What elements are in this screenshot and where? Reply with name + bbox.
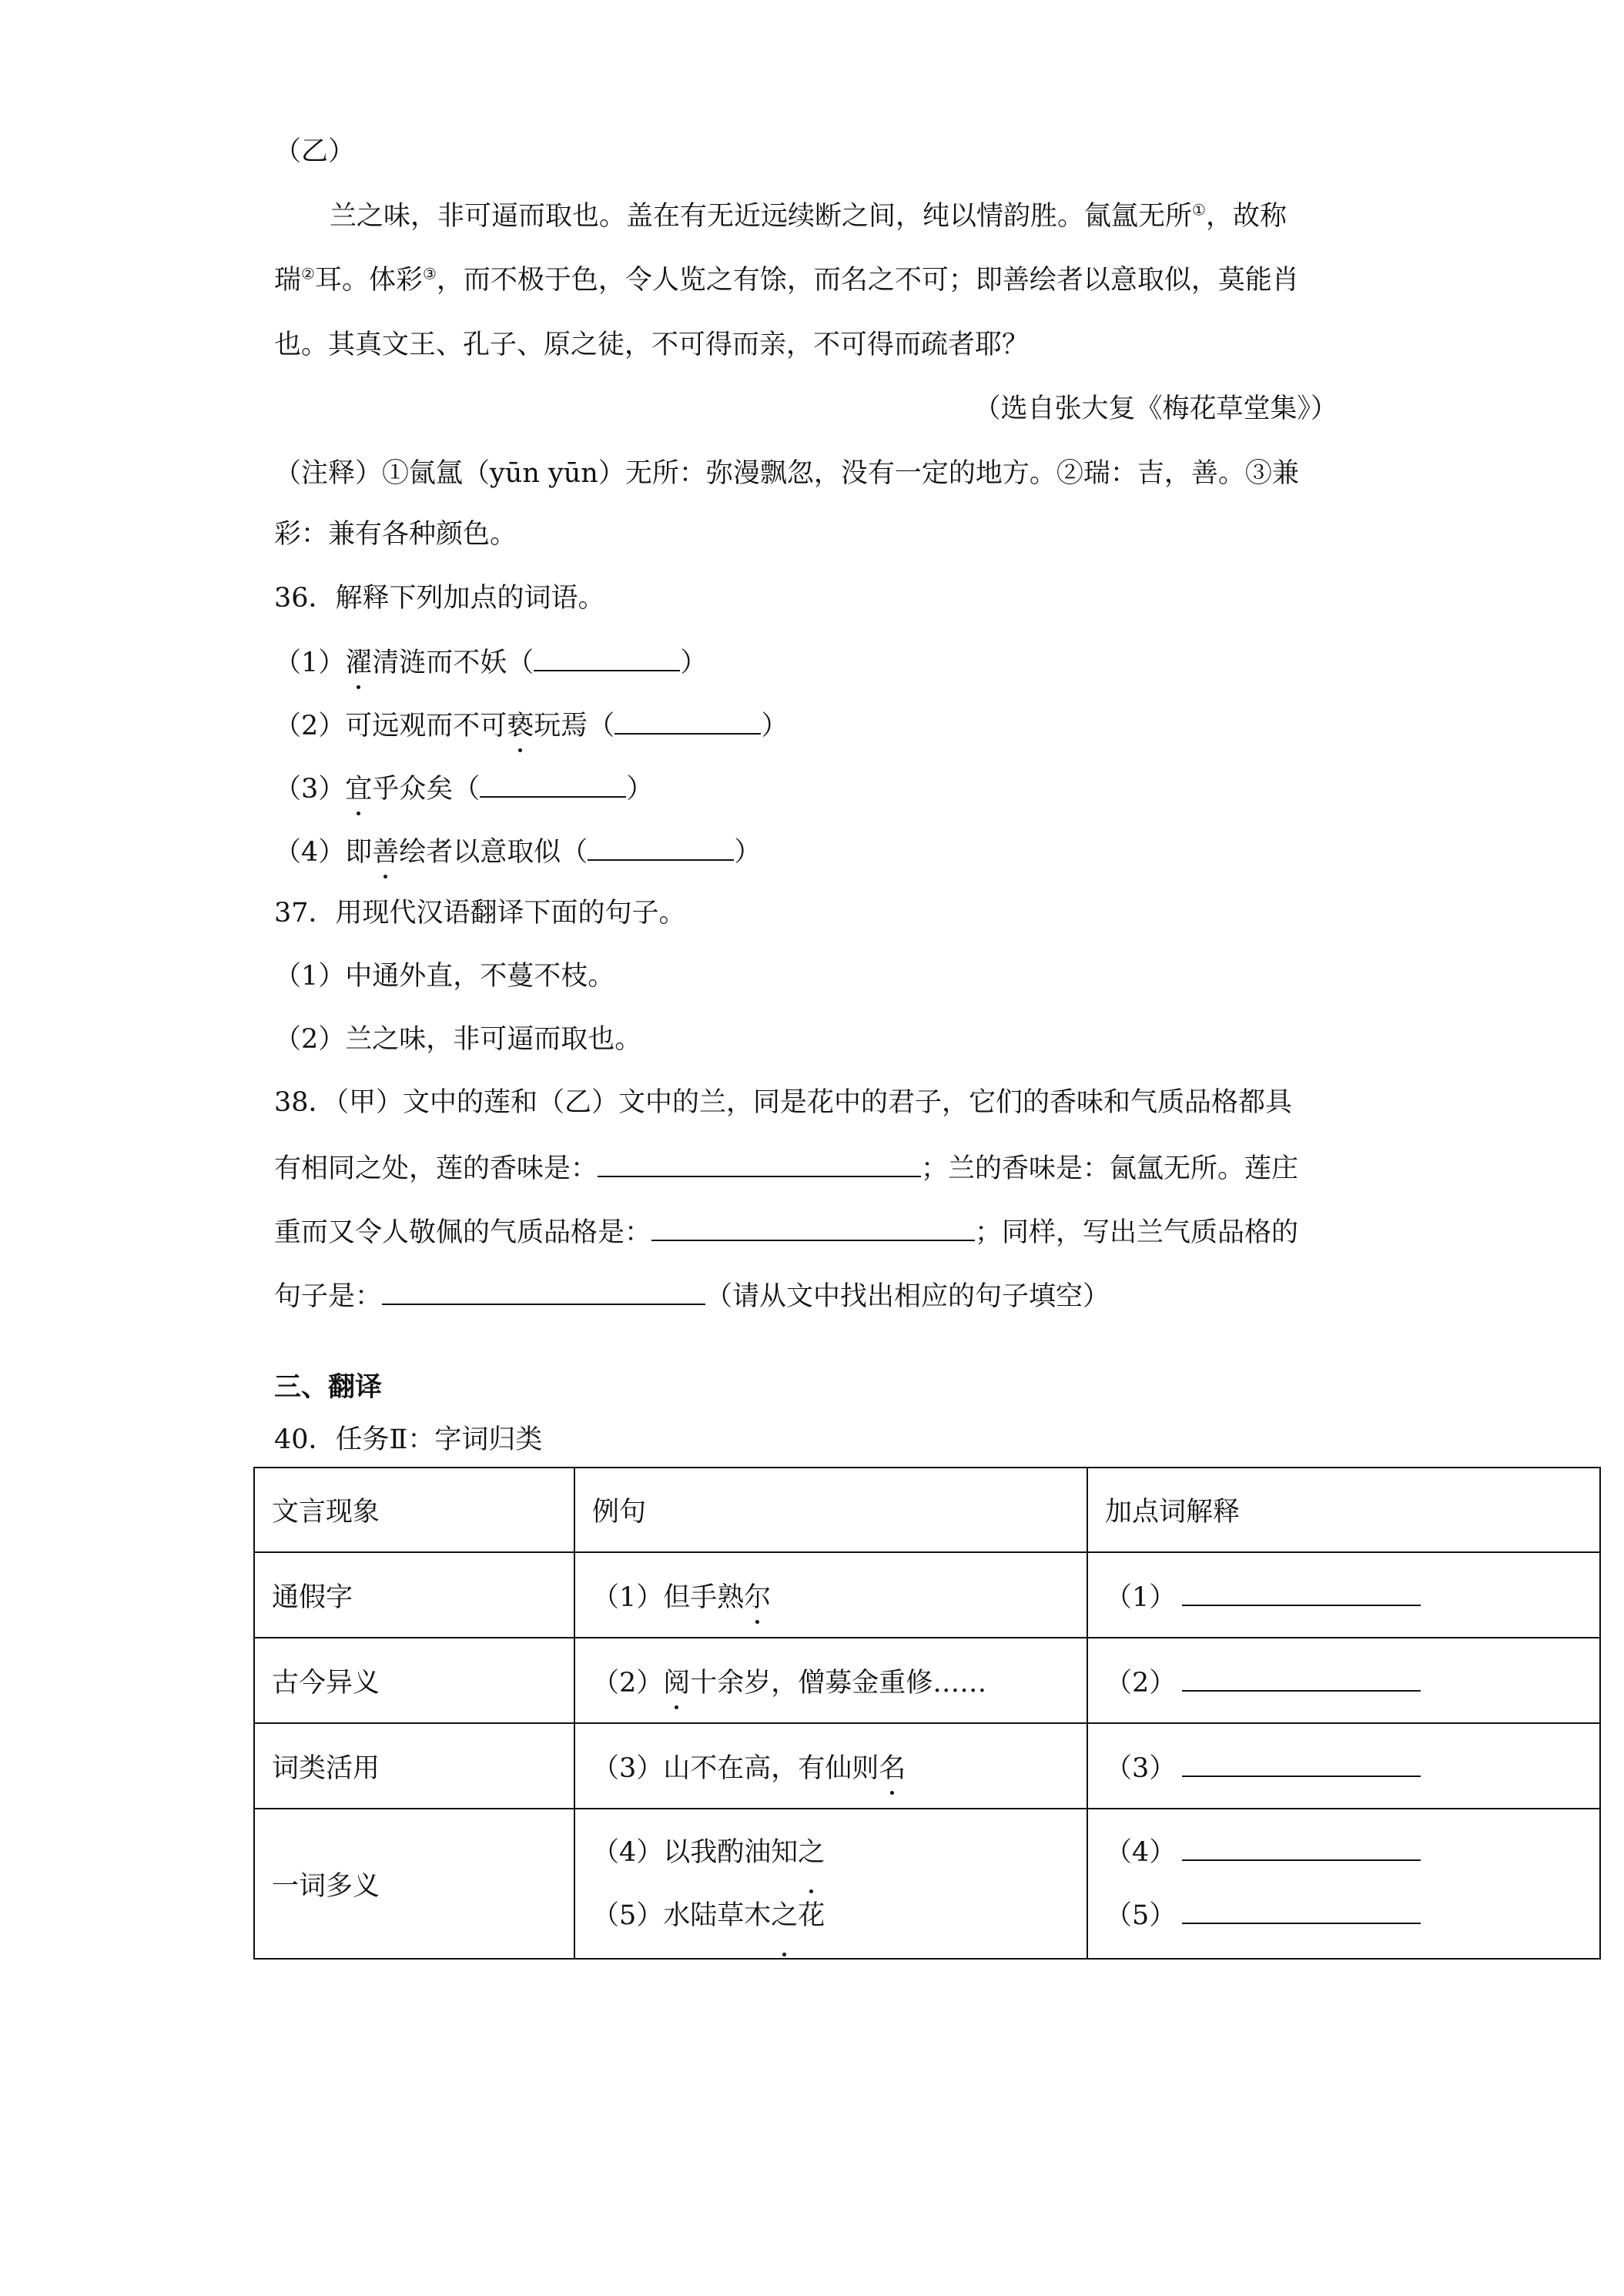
answer-cell — [1087, 1723, 1600, 1809]
dotted-word: 之 — [798, 1821, 825, 1884]
example-text: 花 — [798, 1899, 825, 1931]
example-line — [592, 1884, 1070, 1947]
answer-cell — [1087, 1638, 1600, 1723]
q38-text: （请从文中找出相应的句子填空） — [705, 1281, 1110, 1312]
answer-cell — [1087, 1809, 1600, 1959]
notes-line-1: （注释）①氤氲（yūn yūn）无所：弥漫飘忽，没有一定的地方。②瑞：吉，善。③兼 — [274, 458, 1299, 489]
classification-table — [253, 1467, 1601, 1960]
item-text: （3） — [274, 774, 346, 805]
answer-blank[interactable] — [1182, 1836, 1421, 1861]
q38-text: 重而又令人敬佩的气质品格是： — [274, 1217, 652, 1248]
table-header: 加点词解释 — [1087, 1468, 1600, 1552]
answer-blank[interactable] — [588, 833, 734, 861]
table-header: 例句 — [574, 1468, 1087, 1552]
answer-blank[interactable] — [1182, 1899, 1421, 1924]
answer-blank[interactable] — [1182, 1667, 1421, 1692]
phenomenon-cell: 词类活用 — [254, 1723, 574, 1809]
dotted-word: 阅 — [663, 1662, 690, 1700]
phenomenon-cell: 通假字 — [254, 1552, 574, 1638]
q38-line-3 — [274, 1213, 1298, 1250]
table-header: 文言现象 — [254, 1468, 574, 1552]
example-text: （5）水陆草木 — [592, 1899, 772, 1931]
item-text: 清涟而不妖（ — [372, 648, 534, 678]
passage-line-1 — [330, 199, 1287, 233]
answer-label: （3） — [1105, 1752, 1177, 1784]
dotted-word: 之 — [771, 1884, 798, 1947]
example-cell — [574, 1723, 1087, 1809]
q38-text: 有相同之处，莲的香味是： — [274, 1153, 598, 1184]
answer-cell — [1087, 1552, 1600, 1638]
section-title: 三、翻译 — [274, 1371, 383, 1403]
answer-blank[interactable] — [1182, 1752, 1421, 1777]
q36-item-2 — [274, 707, 788, 743]
example-line — [592, 1821, 1070, 1884]
footnote-marker: ③ — [422, 264, 437, 283]
passage-line-2 — [274, 263, 1299, 297]
dotted-word: 亵 — [507, 711, 534, 741]
dotted-word: 尔 — [744, 1576, 771, 1615]
answer-blank[interactable] — [614, 707, 761, 735]
table-header-row — [254, 1468, 1600, 1552]
answer-label: （2） — [1105, 1667, 1177, 1699]
table-row — [254, 1638, 1600, 1723]
example-cell — [574, 1809, 1087, 1959]
item-text: （4）即 — [274, 837, 373, 868]
q36-item-4 — [274, 833, 761, 869]
item-text: ） — [680, 648, 708, 678]
dotted-word: 善 — [372, 837, 400, 868]
table-row — [254, 1809, 1600, 1959]
example-text: （4）以我酌油知 — [592, 1836, 799, 1868]
table-row — [254, 1723, 1600, 1809]
q40-stem: 40．任务Ⅱ：字词归类 — [274, 1424, 543, 1455]
answer-blank[interactable] — [651, 1213, 975, 1241]
q36-stem: 36．解释下列加点的词语。 — [274, 583, 605, 614]
q36-item-3 — [274, 770, 653, 806]
example-cell — [574, 1638, 1087, 1723]
q37-stem: 37．用现代汉语翻译下面的句子。 — [274, 898, 686, 929]
phenomenon-cell: 古今异义 — [254, 1638, 574, 1723]
footnote-marker: ② — [301, 264, 315, 283]
example-text: （3）山不在高，有仙则 — [592, 1752, 879, 1784]
item-text: ） — [626, 774, 654, 805]
phenomenon-cell: 一词多义 — [254, 1809, 574, 1959]
passage-text: ，故称 — [1205, 201, 1287, 232]
answer-blank[interactable] — [480, 770, 626, 798]
item-text: （2）可远观而不可 — [274, 711, 507, 741]
item-text: 玩焉（ — [534, 711, 615, 741]
item-text: （1） — [274, 648, 346, 678]
answer-blank[interactable] — [534, 644, 680, 671]
notes-line-2: 彩：兼有各种颜色。 — [274, 519, 517, 550]
item-text: ） — [734, 837, 762, 868]
answer-blank[interactable] — [382, 1277, 705, 1305]
example-text: （2） — [592, 1667, 664, 1699]
table-row — [254, 1552, 1600, 1638]
answer-blank[interactable] — [1182, 1581, 1421, 1606]
passage-text: 耳。体彩 — [314, 265, 423, 296]
item-text: 乎众矣（ — [372, 774, 481, 805]
answer-line — [1105, 1821, 1582, 1884]
q38-text: ；兰的香味是：氤氲无所。莲庄 — [921, 1153, 1299, 1184]
passage-line-3: 也。其真文王、孔子、原之徒，不可得而亲，不可得而疏者耶？ — [274, 330, 1030, 360]
dotted-word: 宜 — [345, 774, 373, 805]
q38-line-4 — [274, 1277, 1110, 1314]
footnote-marker: ① — [1192, 200, 1206, 219]
answer-label: （4） — [1105, 1836, 1177, 1868]
q38-text: 句子是： — [274, 1281, 383, 1312]
example-cell — [574, 1552, 1087, 1638]
item-text: ） — [761, 711, 789, 741]
answer-blank[interactable] — [598, 1150, 921, 1177]
answer-line — [1105, 1884, 1582, 1947]
dotted-word: 名 — [879, 1747, 906, 1786]
item-text: 绘者以意取似（ — [399, 837, 588, 868]
q38-text: ；同样，写出兰气质品格的 — [975, 1217, 1299, 1248]
answer-label: （5） — [1105, 1899, 1177, 1931]
example-text: （1）但手熟 — [592, 1581, 745, 1613]
q38-line-1: 38．（甲）文中的莲和（乙）文中的兰，同是花中的君子，它们的香味和气质品格都具 — [274, 1087, 1293, 1118]
q37-item-1: （1）中通外直，不蔓不枝。 — [274, 961, 615, 992]
example-text: 十余岁，僧募金重修…… — [690, 1667, 987, 1699]
passage-label: （乙） — [274, 136, 356, 167]
passage-text: 兰之味，非可逼而取也。盖在有无近远续断之间，纯以情韵胜。氤氲无所 — [330, 201, 1193, 232]
answer-label: （1） — [1105, 1581, 1177, 1613]
passage-source: （选自张大复《梅花草堂集》） — [973, 393, 1338, 424]
dotted-word: 濯 — [345, 648, 373, 678]
passage-text: 瑞 — [274, 265, 302, 296]
q38-line-2 — [274, 1150, 1298, 1186]
passage-text: ，而不极于色，令人览之有馀，而名之不可；即善绘者以意取似，莫能肖 — [436, 265, 1299, 296]
q36-item-1 — [274, 644, 707, 680]
q37-item-2: （2）兰之味，非可逼而取也。 — [274, 1024, 642, 1055]
